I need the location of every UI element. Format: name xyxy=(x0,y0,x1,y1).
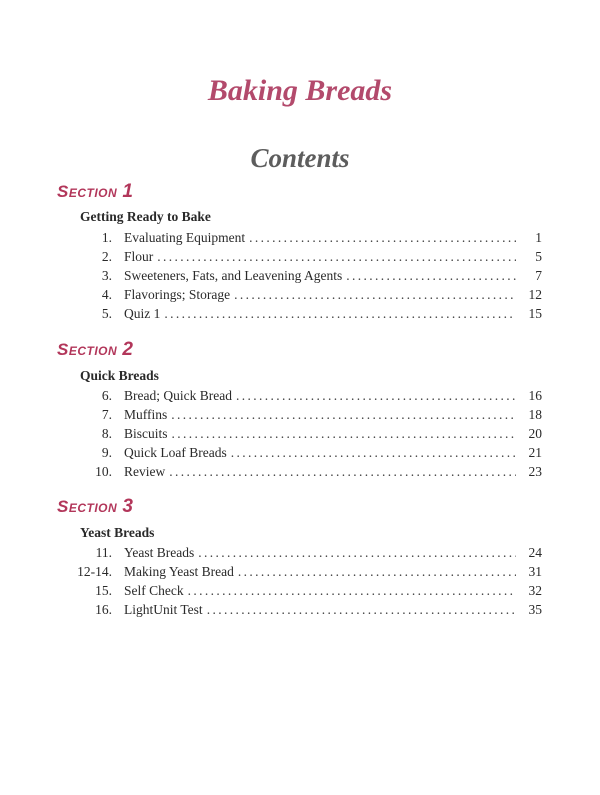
toc-entry[interactable] xyxy=(0,600,600,619)
toc-entry[interactable] xyxy=(0,543,600,562)
toc-entry[interactable] xyxy=(0,228,600,247)
toc-entry-page: 15 xyxy=(528,306,542,321)
toc-entry-page: 16 xyxy=(528,388,542,403)
toc-entry-label: Flour xyxy=(124,247,157,266)
section-heading-word: Section xyxy=(57,182,118,201)
section-heading-word: Section xyxy=(57,497,118,516)
toc-entry[interactable] xyxy=(0,581,600,600)
toc-entry[interactable] xyxy=(0,424,600,443)
dot-leader xyxy=(207,600,516,619)
toc-entry-page: 7 xyxy=(535,268,542,283)
toc-entry-number: 3. xyxy=(101,268,112,283)
toc-entry[interactable] xyxy=(0,562,600,581)
toc-entry-page: 24 xyxy=(528,545,542,560)
toc-entry-page: 35 xyxy=(528,602,542,617)
toc-entry-page: 1 xyxy=(535,230,542,245)
section-heading-number: 3 xyxy=(122,496,134,517)
contents-title: Contents xyxy=(250,143,350,173)
toc-entry[interactable] xyxy=(0,405,600,424)
toc-entry-number: 4. xyxy=(101,287,112,302)
toc-entry-number: 12-14. xyxy=(77,564,112,579)
toc-entry[interactable] xyxy=(0,386,600,405)
toc-entry-label: Evaluating Equipment xyxy=(124,228,249,247)
section-2-subheading: Quick Breads xyxy=(80,368,159,383)
section-1-toc-list xyxy=(0,228,600,323)
toc-entry-page: 32 xyxy=(528,583,542,598)
toc-entry-page: 5 xyxy=(535,249,542,264)
dot-leader xyxy=(238,562,516,581)
toc-entry-label: Review xyxy=(124,462,169,481)
section-2-toc-list xyxy=(0,386,600,481)
toc-entry-label: Quiz 1 xyxy=(124,304,164,323)
section-3-heading xyxy=(57,496,134,518)
dot-leader xyxy=(164,304,516,323)
toc-entry-number: 6. xyxy=(101,388,112,403)
toc-entry-page: 31 xyxy=(528,564,542,579)
toc-entry-label: Bread; Quick Bread xyxy=(124,386,236,405)
dot-leader xyxy=(234,285,516,304)
toc-entry-label: Self Check xyxy=(124,581,188,600)
toc-entry[interactable] xyxy=(0,443,600,462)
toc-entry-number: 8. xyxy=(101,426,112,441)
toc-entry-page: 23 xyxy=(528,464,542,479)
dot-leader xyxy=(236,386,516,405)
toc-entry-page: 21 xyxy=(528,445,542,460)
toc-entry-number: 7. xyxy=(101,407,112,422)
toc-entry-label: Biscuits xyxy=(124,424,172,443)
section-3-subheading: Yeast Breads xyxy=(80,525,155,540)
dot-leader xyxy=(198,543,516,562)
dot-leader xyxy=(172,424,516,443)
dot-leader xyxy=(231,443,516,462)
toc-entry-label: Making Yeast Bread xyxy=(124,562,238,581)
toc-entry-number: 1. xyxy=(101,230,112,245)
dot-leader xyxy=(249,228,516,247)
dot-leader xyxy=(188,581,516,600)
toc-entry-page: 18 xyxy=(528,407,542,422)
toc-entry-number: 16. xyxy=(95,602,112,617)
toc-entry[interactable] xyxy=(0,462,600,481)
toc-entry-label: Flavorings; Storage xyxy=(124,285,234,304)
toc-entry[interactable] xyxy=(0,304,600,323)
section-1-heading xyxy=(57,181,134,203)
toc-entry-label: Sweeteners, Fats, and Leavening Agents xyxy=(124,266,346,285)
toc-entry-label: Yeast Breads xyxy=(124,543,198,562)
dot-leader xyxy=(346,266,516,285)
toc-entry-number: 9. xyxy=(101,445,112,460)
section-1-subheading: Getting Ready to Bake xyxy=(80,209,211,224)
section-2-heading xyxy=(57,339,134,361)
toc-entry-number: 2. xyxy=(101,249,112,264)
toc-entry-label: Quick Loaf Breads xyxy=(124,443,231,462)
section-heading-word: Section xyxy=(57,340,118,359)
toc-entry-number: 15. xyxy=(95,583,112,598)
section-heading-number: 2 xyxy=(122,339,134,360)
toc-entry-label: Muffins xyxy=(124,405,171,424)
toc-entry-label: LightUnit Test xyxy=(124,600,207,619)
dot-leader xyxy=(157,247,516,266)
section-3-toc-list xyxy=(0,543,600,619)
toc-entry-number: 11. xyxy=(95,545,112,560)
toc-entry[interactable] xyxy=(0,247,600,266)
dot-leader xyxy=(169,462,516,481)
book-title: Baking Breads xyxy=(207,74,393,107)
toc-entry[interactable] xyxy=(0,285,600,304)
toc-entry-page: 12 xyxy=(528,287,542,302)
toc-entry[interactable] xyxy=(0,266,600,285)
toc-entry-number: 5. xyxy=(101,306,112,321)
dot-leader xyxy=(171,405,516,424)
toc-entry-number: 10. xyxy=(95,464,112,479)
section-heading-number: 1 xyxy=(122,181,134,202)
toc-entry-page: 20 xyxy=(528,426,542,441)
